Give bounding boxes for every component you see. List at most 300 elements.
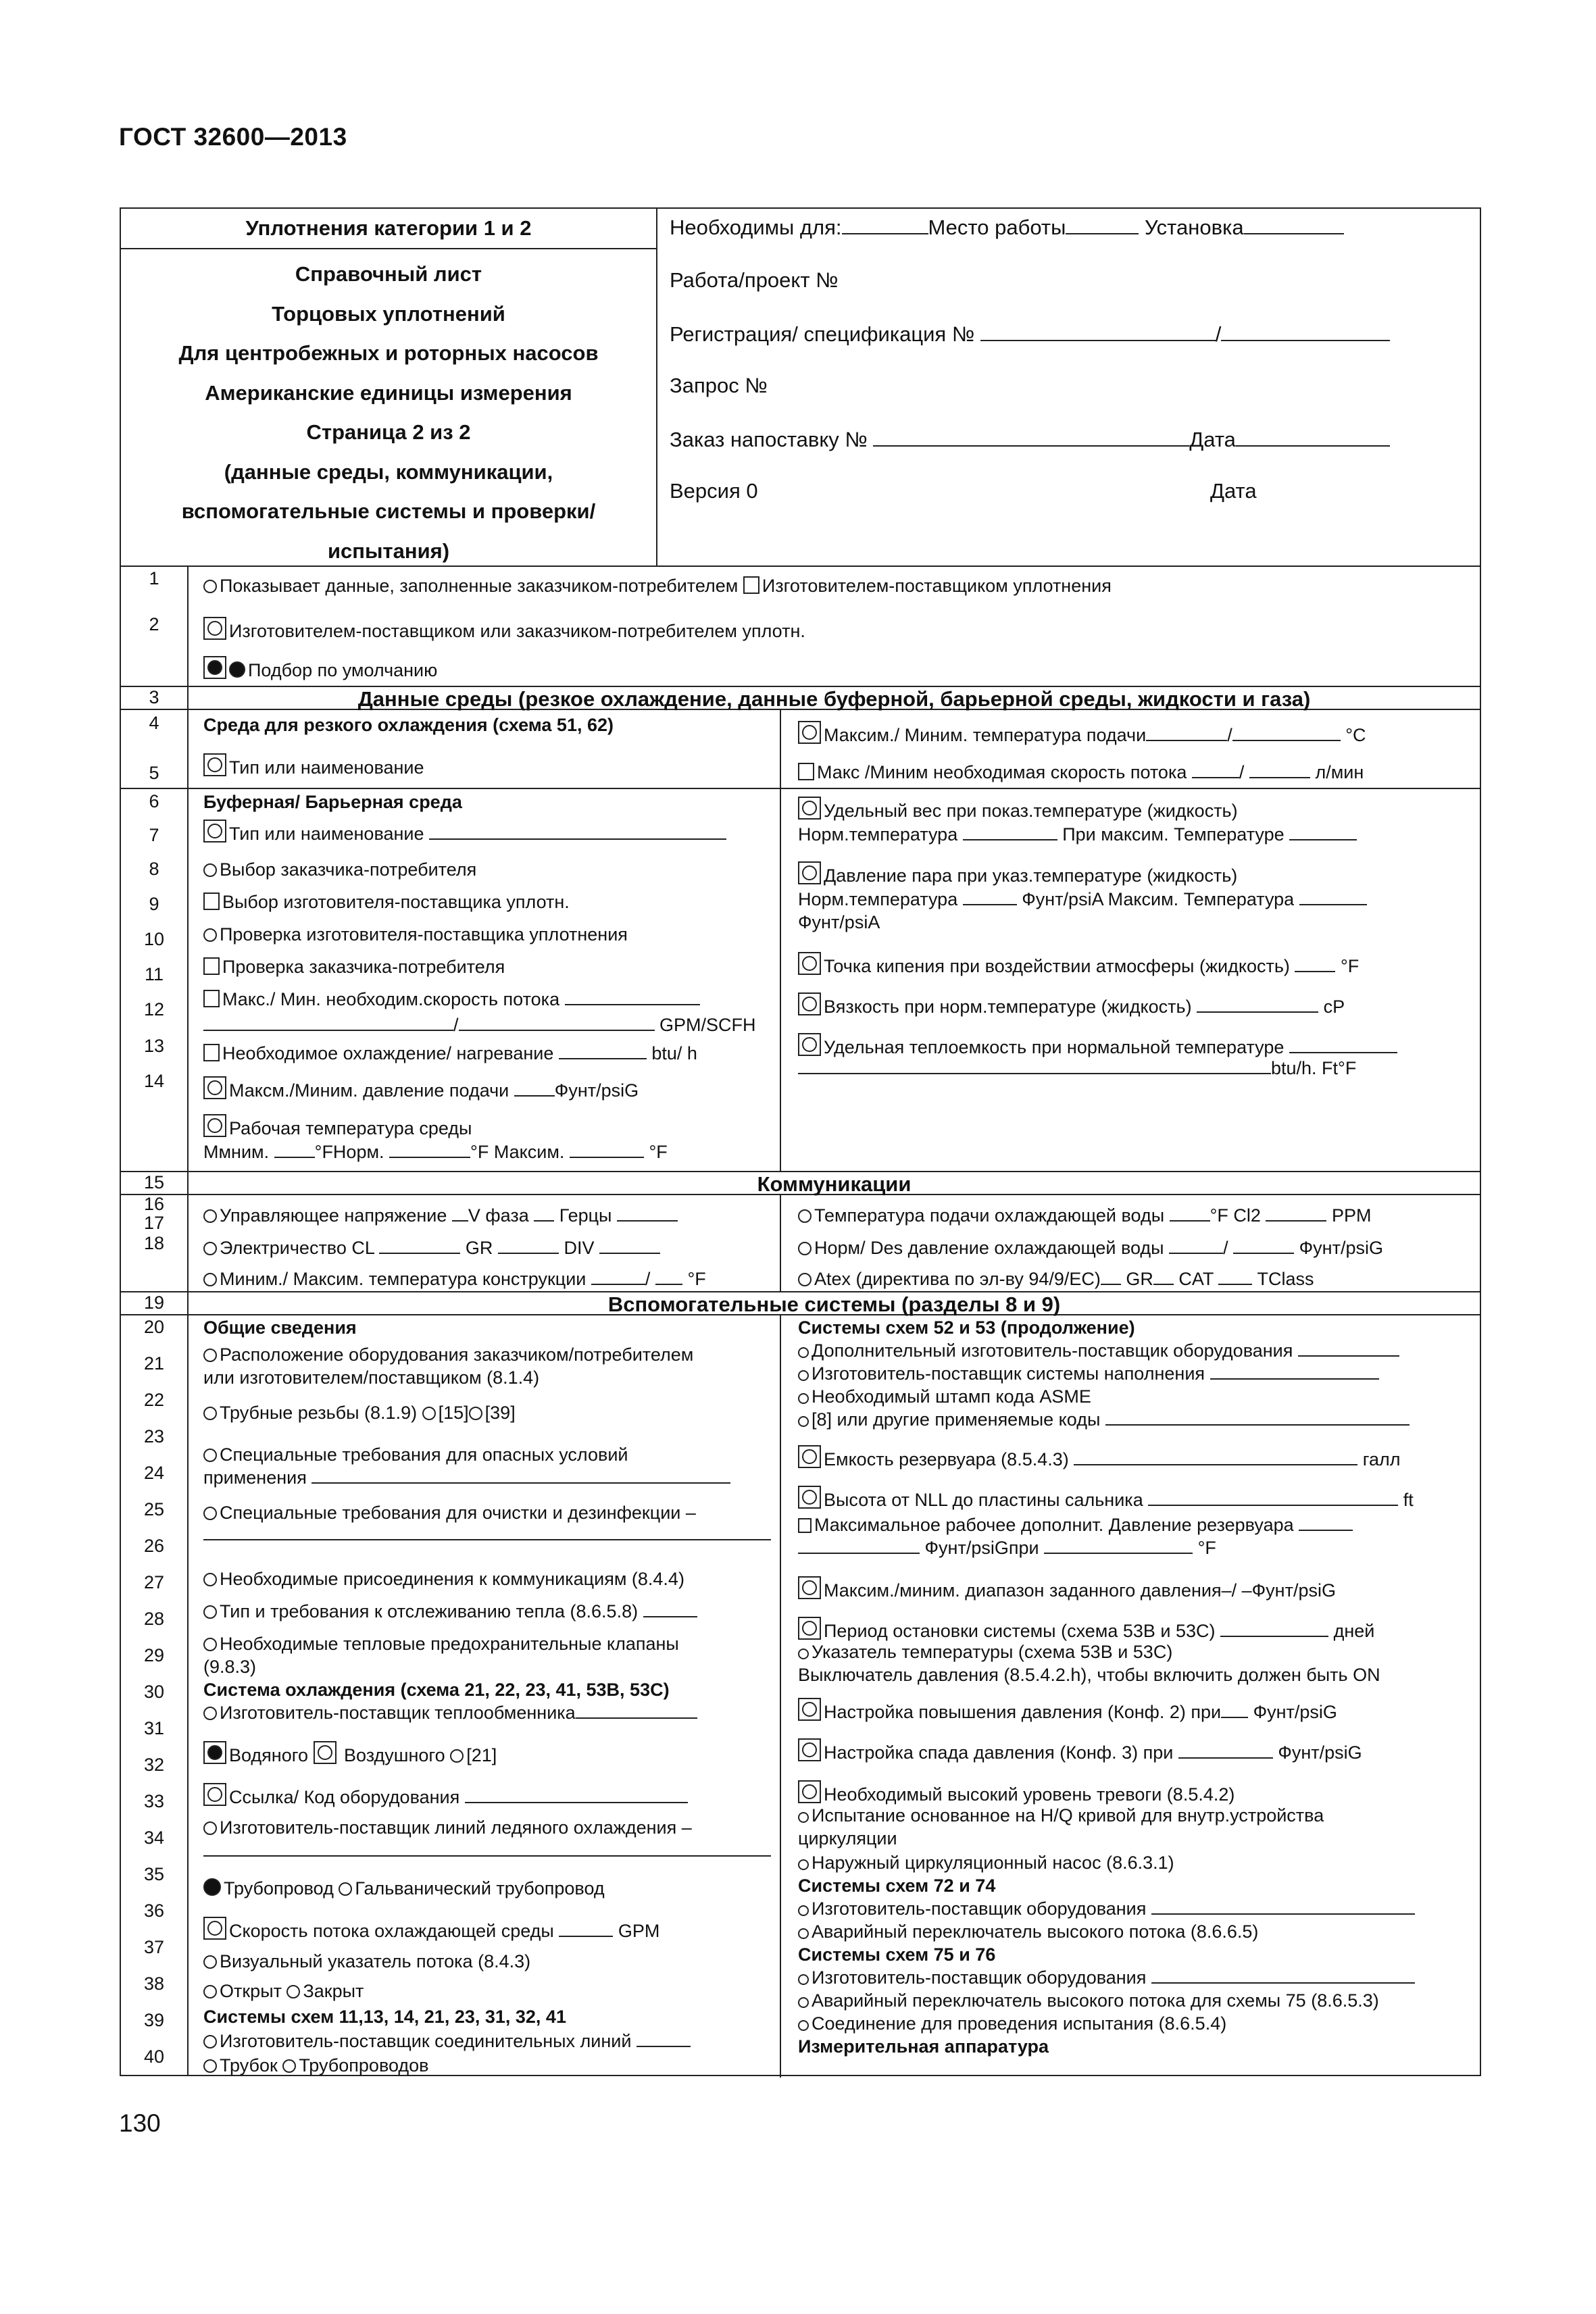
seal-category: Уплотнения категории 1 и 2 <box>121 209 656 249</box>
separator: / <box>1223 1238 1228 1258</box>
row-number: 20 <box>143 1317 165 1337</box>
unit-field[interactable] <box>1244 214 1344 234</box>
title-line: Для центробежных и роторных насосов <box>178 341 599 365</box>
registration-label: Регистрация/ спецификация № <box>670 322 975 346</box>
customer-circle-icon <box>203 1407 217 1420</box>
division-field[interactable] <box>599 1243 660 1254</box>
unit-label: btu/h. Ft°F <box>1271 1058 1357 1078</box>
other-codes-field[interactable] <box>1105 1415 1410 1426</box>
column-divider <box>780 709 781 1171</box>
job-site-field[interactable] <box>1066 214 1139 234</box>
page-number: 130 <box>119 2109 161 2137</box>
label: CAT <box>1178 1269 1214 1289</box>
customer-circle-icon <box>798 1209 812 1223</box>
relief-valves-ref: (9.8.3) <box>203 1657 257 1677</box>
buffer-heading: Буферная/ Барьерная среда <box>203 792 462 812</box>
buffer-flow-max[interactable] <box>203 1020 453 1031</box>
customer-circle-icon <box>203 1573 217 1586</box>
viscosity-label: Вязкость при норм.температуре (жидкость) <box>824 997 1192 1017</box>
customer-circle-icon[interactable] <box>450 1749 464 1763</box>
row-number: 3 <box>149 687 159 707</box>
document-title: ГОСТ 32600—2013 <box>119 123 347 151</box>
customer-circle-icon <box>798 1859 809 1870</box>
label: Фунт/psiGпри <box>924 1538 1039 1558</box>
customer-circle-icon <box>798 1649 809 1659</box>
switch-72-label: Аварийный переключатель высокого потока (8.6.6.5) <box>812 1921 1259 1942</box>
default-filled-circle-icon[interactable] <box>203 1878 221 1896</box>
label: Фунт/psiA Максим. Температура <box>1022 889 1295 909</box>
either-party-icon[interactable] <box>314 1741 336 1764</box>
needed-for-field[interactable] <box>842 214 928 234</box>
row-number: 29 <box>143 1645 165 1665</box>
add-vendor-field[interactable] <box>1298 1346 1399 1357</box>
either-party-icon <box>798 721 821 744</box>
vapor-pressure-label: Давление пара при указ.температуре (жидкость) <box>824 865 1238 886</box>
either-party-icon <box>203 1917 226 1940</box>
plans-cont-heading: Системы схем 52 и 53 (продолжение) <box>798 1317 1135 1338</box>
vapor-norm-field[interactable] <box>963 895 1017 905</box>
either-party-icon <box>798 1780 821 1803</box>
label: GR <box>465 1238 493 1258</box>
reservoir-field[interactable] <box>1074 1455 1357 1465</box>
hazard-field[interactable] <box>311 1473 730 1484</box>
order-date-field[interactable] <box>1236 426 1390 447</box>
unit-label: PPM <box>1331 1205 1372 1226</box>
row-number: 39 <box>143 2010 165 2030</box>
registration-separator: / <box>1215 322 1222 346</box>
either-party-icon <box>798 861 821 884</box>
boiling-point-label: Точка кипения при воздействии атмосферы (жидкость) <box>824 956 1290 976</box>
label: GR <box>1126 1269 1153 1289</box>
row-number: 2 <box>149 614 159 634</box>
legend-default: Подбор по умолчанию <box>248 660 438 680</box>
customer-circle-icon <box>798 1905 809 1916</box>
vendor-square-icon <box>798 1518 812 1533</box>
hq-test-label: Испытание основанное на H/Q кривой для внутр.устройства <box>812 1805 1324 1826</box>
label: При максим. Температуре <box>1062 824 1285 845</box>
either-party-icon <box>798 1576 821 1599</box>
test-connection-label: Соединение для проведения испытания (8.6.5.4) <box>812 2013 1227 2034</box>
row-number: 14 <box>143 1071 165 1091</box>
customer-circle-icon <box>798 1416 809 1427</box>
coolant-flow-field[interactable] <box>559 1926 613 1937</box>
order-field[interactable] <box>873 426 1189 447</box>
order-date-label: Дата <box>1189 428 1236 451</box>
viscosity-field[interactable] <box>1197 1002 1318 1013</box>
order-label: Заказ напоставку № <box>670 428 868 451</box>
quench-temp-label: Максим./ Миним. температура подачи <box>824 725 1147 745</box>
design-temp-label: Миним./ Максим. температура конструкции <box>220 1269 587 1289</box>
label: TClass <box>1257 1269 1314 1289</box>
customer-circle-icon <box>203 1707 217 1720</box>
row-number: 10 <box>143 929 165 949</box>
unit-label: °F <box>1197 1538 1216 1558</box>
cleaning-field[interactable] <box>203 1530 771 1540</box>
galvanized-option: Гальванический трубопровод <box>355 1878 605 1898</box>
row-number: 1 <box>149 568 159 588</box>
specific-heat-label: Удельная теплоемкость при нормальной температуре <box>824 1037 1285 1057</box>
relief-valves-label: Необходимые тепловые предохранительные клапаны <box>220 1634 679 1654</box>
customer-circle-icon <box>203 928 217 942</box>
pipe-threads-label: Трубные резьбы (8.1.9) <box>220 1403 418 1423</box>
other-codes-label: [8] или другие применяемые коды <box>812 1409 1101 1430</box>
customer-circle-icon <box>422 1407 436 1420</box>
column-divider <box>780 1314 781 2078</box>
label: Ммним. <box>203 1142 270 1162</box>
section-media-heading: Данные среды (резкое охлаждение, данные буферной, барьерной среды, жидкости и газа) <box>357 687 1311 711</box>
buffer-cooling-label: Необходимое охлаждение/ нагревание <box>222 1043 554 1063</box>
label: °FНорм. <box>314 1142 384 1162</box>
max-pressure-value[interactable] <box>798 1543 920 1554</box>
row-number: 9 <box>149 894 159 914</box>
form-header <box>121 209 1480 567</box>
either-party-icon <box>798 797 821 820</box>
asme-label: Необходимый штамп кода ASME <box>812 1386 1091 1407</box>
vendor-72-field[interactable] <box>1151 1904 1415 1915</box>
design-min-field[interactable] <box>591 1274 645 1285</box>
vendor-square-icon <box>203 1044 220 1061</box>
customer-circle-icon[interactable] <box>203 2059 217 2073</box>
fall-setting-label: Настройка спада давления (Конф. 3) при <box>824 1742 1174 1763</box>
boiling-field[interactable] <box>1295 961 1335 972</box>
buffer-pressure-label: Максм./Миним. давление подачи <box>229 1080 509 1101</box>
atex-cat-field[interactable] <box>1218 1274 1252 1285</box>
flow-indicator-label: Визуальный указатель потока (8.4.3) <box>220 1951 531 1971</box>
row-number: 16 <box>143 1194 165 1214</box>
customer-circle-icon <box>798 1997 809 2008</box>
row-number: 30 <box>143 1682 165 1702</box>
either-party-icon <box>203 617 226 640</box>
vendor-72-label: Изготовитель-поставщик оборудования <box>812 1898 1147 1919</box>
row-number: 12 <box>143 999 165 1020</box>
title-line: Страница 2 из 2 <box>306 420 471 444</box>
buffer-min-temp[interactable] <box>274 1147 315 1158</box>
datasheet-form <box>120 207 1481 2076</box>
default-filled-circle-icon <box>229 661 245 678</box>
buffer-customer-check: Проверка заказчика-потребителя <box>222 957 505 977</box>
unit-label: Фунт/psiG <box>554 1080 639 1101</box>
air-option: Воздушного <box>344 1745 445 1765</box>
row-number: 22 <box>143 1390 165 1410</box>
legend-either: Изготовителем-поставщиком или заказчиком-потребителем уплотн. <box>229 621 805 641</box>
buffer-vendor-check: Проверка изготовителя-поставщика уплотнения <box>220 924 628 945</box>
job-site-label: Место работы <box>928 216 1066 239</box>
buffer-flow-label: Макс./ Мин. необходим.скорость потока <box>222 989 560 1009</box>
label: V фаза <box>468 1205 529 1226</box>
either-party-icon <box>203 820 226 842</box>
unit-label: Фунт/psiG <box>1253 1702 1337 1722</box>
cw-norm-field[interactable] <box>1169 1243 1223 1254</box>
unit-label: л/мин <box>1315 762 1364 782</box>
voltage-label: Управляющее напряжение <box>220 1205 447 1226</box>
customer-circle-icon <box>203 1605 217 1619</box>
ice-vendor-field[interactable] <box>203 1846 771 1857</box>
registration-field[interactable] <box>980 321 1216 341</box>
customer-circle-icon <box>203 1821 217 1835</box>
label: °F Максим. <box>470 1142 565 1162</box>
revision-date-label: Дата <box>1210 479 1257 503</box>
registration-sub-field[interactable] <box>1221 321 1390 341</box>
label: Норм.температура <box>798 889 958 909</box>
needed-for-label: Необходимы для: <box>670 216 842 239</box>
fall-field[interactable] <box>1178 1748 1273 1759</box>
unit-label: Фунт/psiA <box>798 912 880 932</box>
vapor-max-field[interactable] <box>1299 895 1367 905</box>
electric-class-label: Электричество CL <box>220 1238 374 1258</box>
header-title <box>121 249 656 571</box>
general-heading: Общие сведения <box>203 1317 357 1338</box>
unit-label: btu/ h <box>651 1043 697 1063</box>
cw-des-field[interactable] <box>1233 1243 1294 1254</box>
label: Норм.температура <box>798 824 958 845</box>
row-number: 40 <box>143 2046 165 2067</box>
label: Герцы <box>559 1205 612 1226</box>
class-field[interactable] <box>379 1243 460 1254</box>
header-title-block <box>121 209 657 565</box>
plans-75-heading: Системы схем 75 и 76 <box>798 1944 996 1965</box>
customer-circle-icon <box>203 1273 217 1286</box>
either-party-icon <box>798 952 821 975</box>
separator: / <box>453 1015 459 1035</box>
customer-circle-icon <box>203 1449 217 1462</box>
ref-21: [21] <box>466 1745 497 1765</box>
quench-flow-max[interactable] <box>1192 768 1239 778</box>
default-filled-square-icon[interactable] <box>203 1741 226 1764</box>
switch-75-label: Аварийный переключатель высокого потока для схемы 75 (8.6.5.3) <box>812 1990 1379 2011</box>
either-party-icon <box>798 1738 821 1761</box>
quench-type-label: Тип или наименование <box>229 757 424 778</box>
label: DIV <box>564 1238 595 1258</box>
hazard-label: Специальные требования для опасных условий <box>220 1444 628 1465</box>
quench-temp-max[interactable] <box>1146 730 1227 741</box>
customer-circle-icon <box>798 1242 812 1255</box>
vendor-75-field[interactable] <box>1151 1973 1415 1984</box>
revision-label: Версия 0 <box>670 479 758 503</box>
reference-label: Ссылка/ Код оборудования <box>229 1787 460 1807</box>
unit-label: Фунт/psiG <box>1299 1238 1383 1258</box>
max-pressure-temp[interactable] <box>1044 1543 1193 1554</box>
row-number: 19 <box>143 1292 165 1313</box>
customer-circle-icon <box>203 1349 217 1362</box>
customer-circle-icon[interactable] <box>203 1985 217 1998</box>
piping-option: Трубопровод <box>224 1878 334 1898</box>
max-pressure-field[interactable] <box>1299 1520 1353 1531</box>
customer-circle-icon <box>203 1638 217 1651</box>
hq-test-label-cont: циркуляции <box>798 1828 897 1848</box>
pressure-switch-label: Выключатель давления (8.5.4.2.h), чтобы включить должен быть ON <box>798 1665 1380 1685</box>
pressure-range-label: Максим./миним. диапазон заданного давления–/ –Фунт/psiG <box>824 1580 1336 1601</box>
customer-circle-icon <box>798 1928 809 1939</box>
ref-15: [15] <box>438 1403 469 1423</box>
cooling-water-temp-label: Температура подачи охлаждающей воды <box>814 1205 1165 1226</box>
unit-label: Установка <box>1145 216 1244 239</box>
unit-label: GPM/SCFH <box>659 1015 756 1035</box>
buffer-flow-field[interactable] <box>565 995 700 1005</box>
either-party-icon <box>798 1033 821 1056</box>
customer-circle-icon[interactable] <box>339 1882 352 1896</box>
either-party-icon <box>203 1076 226 1099</box>
unit-label: °F <box>649 1142 668 1162</box>
row-number: 31 <box>143 1718 165 1738</box>
unit-label: °F <box>1340 956 1360 976</box>
unit-label: галл <box>1362 1449 1401 1469</box>
max-pressure-label: Максимальное рабочее дополнит. Давление резервуара <box>814 1515 1294 1535</box>
row-number: 5 <box>149 763 159 783</box>
row-number: 25 <box>143 1499 165 1519</box>
customer-circle-icon <box>203 1209 217 1223</box>
customer-circle-icon <box>798 1974 809 1985</box>
customer-circle-icon[interactable] <box>286 1985 300 1998</box>
vendor-square-icon <box>798 763 814 780</box>
either-party-icon <box>798 1617 821 1640</box>
buffer-cooling-field[interactable] <box>559 1049 647 1059</box>
quench-temp-min[interactable] <box>1232 730 1341 741</box>
cl2-field[interactable] <box>1266 1211 1326 1222</box>
job-project-label: Работа/проект № <box>670 268 839 292</box>
quench-flow-label: Макс /Миним необходимая скорость потока <box>817 762 1187 782</box>
external-pump-label: Наружный циркуляционный насос (8.6.3.1) <box>812 1853 1174 1873</box>
customer-circle-icon <box>798 1370 809 1381</box>
title-line: Американские единицы измерения <box>205 380 572 405</box>
unit-label: ft <box>1403 1490 1414 1510</box>
row-number: 28 <box>143 1609 165 1629</box>
row-number: 27 <box>143 1572 165 1592</box>
hazard-label-cont: применения <box>203 1467 307 1488</box>
sg-norm-field[interactable] <box>963 830 1057 840</box>
plans-heading: Системы схем 11,13, 14, 21, 23, 31, 32, 41 <box>203 2007 566 2027</box>
buffer-pressure-field[interactable] <box>514 1086 555 1097</box>
row-number: 21 <box>143 1353 165 1374</box>
buffer-working-temp-label: Рабочая температура среды <box>229 1118 472 1138</box>
add-vendor-label: Дополнительный изготовитель-поставщик оборудования <box>812 1340 1293 1361</box>
row-number: 35 <box>143 1864 165 1884</box>
reference-field[interactable] <box>465 1792 688 1803</box>
row-number: 33 <box>143 1791 165 1811</box>
buffer-customer-selection: Выбор заказчика-потребителя <box>220 859 477 880</box>
buffer-flow-min[interactable] <box>459 1020 655 1031</box>
cooling-system-heading: Система охлаждения (схема 21, 22, 23, 41, 53B, 53C) <box>203 1680 670 1700</box>
heat-field-2[interactable] <box>798 1063 1271 1074</box>
unit-label: °C <box>1345 725 1366 745</box>
customer-circle-icon <box>203 1507 217 1520</box>
title-line: Торцовых уплотнений <box>272 301 505 326</box>
row-number: 24 <box>143 1463 165 1483</box>
pipes-option: Трубопроводов <box>299 2055 429 2076</box>
row-number: 7 <box>149 825 159 845</box>
specific-gravity-label: Удельный вес при показ.температуре (жидкость) <box>824 801 1238 821</box>
unit-label: GPM <box>618 1921 660 1941</box>
closed-option: Закрыт <box>303 1981 364 2001</box>
customer-circle-icon <box>798 2020 809 2031</box>
vendor-square-icon <box>203 990 220 1007</box>
section-aux-heading: Вспомогательные системы (разделы 8 и 9) <box>607 1292 1061 1316</box>
hertz-field[interactable] <box>617 1211 678 1222</box>
high-alarm-label: Необходимый высокий уровень тревоги (8.5.4.2) <box>824 1784 1235 1805</box>
buffer-type-field[interactable] <box>429 829 726 840</box>
ref-39: [39] <box>484 1403 516 1423</box>
legend-customer: Показывает данные, заполненные заказчиком-потребителем <box>220 576 739 596</box>
cw-temp-field[interactable] <box>1170 1211 1210 1222</box>
row-number: 15 <box>143 1172 165 1192</box>
separator: / <box>1239 762 1245 782</box>
label: °F Cl2 <box>1210 1205 1261 1226</box>
row-number: 38 <box>143 1973 165 1994</box>
instruments-heading: Измерительная аппаратура <box>798 2036 1049 2057</box>
row-number: 11 <box>144 964 164 984</box>
title-line: Справочный лист <box>295 262 482 286</box>
customer-circle-icon <box>798 1393 809 1404</box>
quench-heading: Среда для резкого охлаждения (схема 51, 62) <box>203 715 614 735</box>
customer-circle-icon <box>203 1242 217 1255</box>
unit-label: cP <box>1323 997 1345 1017</box>
customer-circle-icon <box>798 1273 812 1286</box>
heat-field[interactable] <box>1289 1042 1397 1053</box>
default-filled-square-icon <box>203 656 226 679</box>
row-number: 26 <box>143 1536 165 1556</box>
plans-72-heading: Системы схем 72 и 74 <box>798 1876 996 1896</box>
sg-max-field[interactable] <box>1289 830 1357 840</box>
cleaning-label: Специальные требования для очистки и дезинфекции – <box>220 1503 696 1523</box>
customer-circle-icon <box>203 1955 217 1969</box>
connections-label: Необходимые присоединения к коммуникациям (8.4.4) <box>220 1569 684 1589</box>
cooling-water-pressure-label: Норм/ Des давление охлаждающей воды <box>814 1238 1164 1258</box>
conn-vendor-field[interactable] <box>637 2036 691 2047</box>
rise-field[interactable] <box>1221 1707 1248 1718</box>
hx-vendor-label: Изготовитель-поставщик теплообменника <box>220 1703 576 1723</box>
row-number: 13 <box>143 1036 165 1056</box>
atex-field[interactable] <box>1101 1274 1121 1285</box>
atex-gr-field[interactable] <box>1153 1274 1174 1285</box>
either-party-icon <box>798 1698 821 1721</box>
hx-vendor-field[interactable] <box>576 1708 697 1719</box>
shutdown-field[interactable] <box>1220 1626 1328 1637</box>
phase-field[interactable] <box>534 1211 554 1222</box>
customer-circle-icon <box>203 580 217 593</box>
either-party-icon <box>798 992 821 1015</box>
row-number: 4 <box>149 713 159 733</box>
quench-flow-min[interactable] <box>1249 768 1310 778</box>
divider <box>121 788 1480 789</box>
design-max-field[interactable] <box>655 1274 682 1285</box>
customer-circle-icon[interactable] <box>282 2059 296 2073</box>
vendor-75-label: Изготовитель-поставщик оборудования <box>812 1967 1147 1988</box>
unit-label: °F <box>687 1269 706 1289</box>
fill-vendor-field[interactable] <box>1210 1369 1379 1380</box>
group-field[interactable] <box>498 1243 559 1254</box>
column-divider <box>780 1194 781 1291</box>
vendor-square-icon <box>203 892 220 910</box>
nll-label: Высота от NLL до пластины сальника <box>824 1490 1143 1510</box>
row-number: 23 <box>143 1426 165 1447</box>
heat-tracing-field[interactable] <box>643 1607 697 1617</box>
customer-circle-icon <box>203 863 217 877</box>
nll-field[interactable] <box>1148 1495 1398 1506</box>
title-line: (данные среды, коммуникации, <box>224 459 553 484</box>
row-number: 8 <box>149 859 159 879</box>
separator: / <box>645 1269 651 1289</box>
buffer-norm-temp[interactable] <box>389 1147 470 1158</box>
buffer-vendor-selection: Выбор изготовителя-поставщика уплотн. <box>222 892 570 912</box>
tubes-option: Трубок <box>220 2055 278 2076</box>
customer-circle-icon <box>798 1347 809 1358</box>
row-number: 6 <box>149 791 159 811</box>
voltage-field[interactable] <box>452 1211 468 1222</box>
conn-vendor-label: Изготовитель-поставщик соединительных линий <box>220 2031 632 2051</box>
title-line: испытания) <box>327 538 450 563</box>
customer-circle-icon <box>798 1812 809 1823</box>
row-number: 34 <box>143 1828 165 1848</box>
buffer-max-temp[interactable] <box>570 1147 644 1158</box>
